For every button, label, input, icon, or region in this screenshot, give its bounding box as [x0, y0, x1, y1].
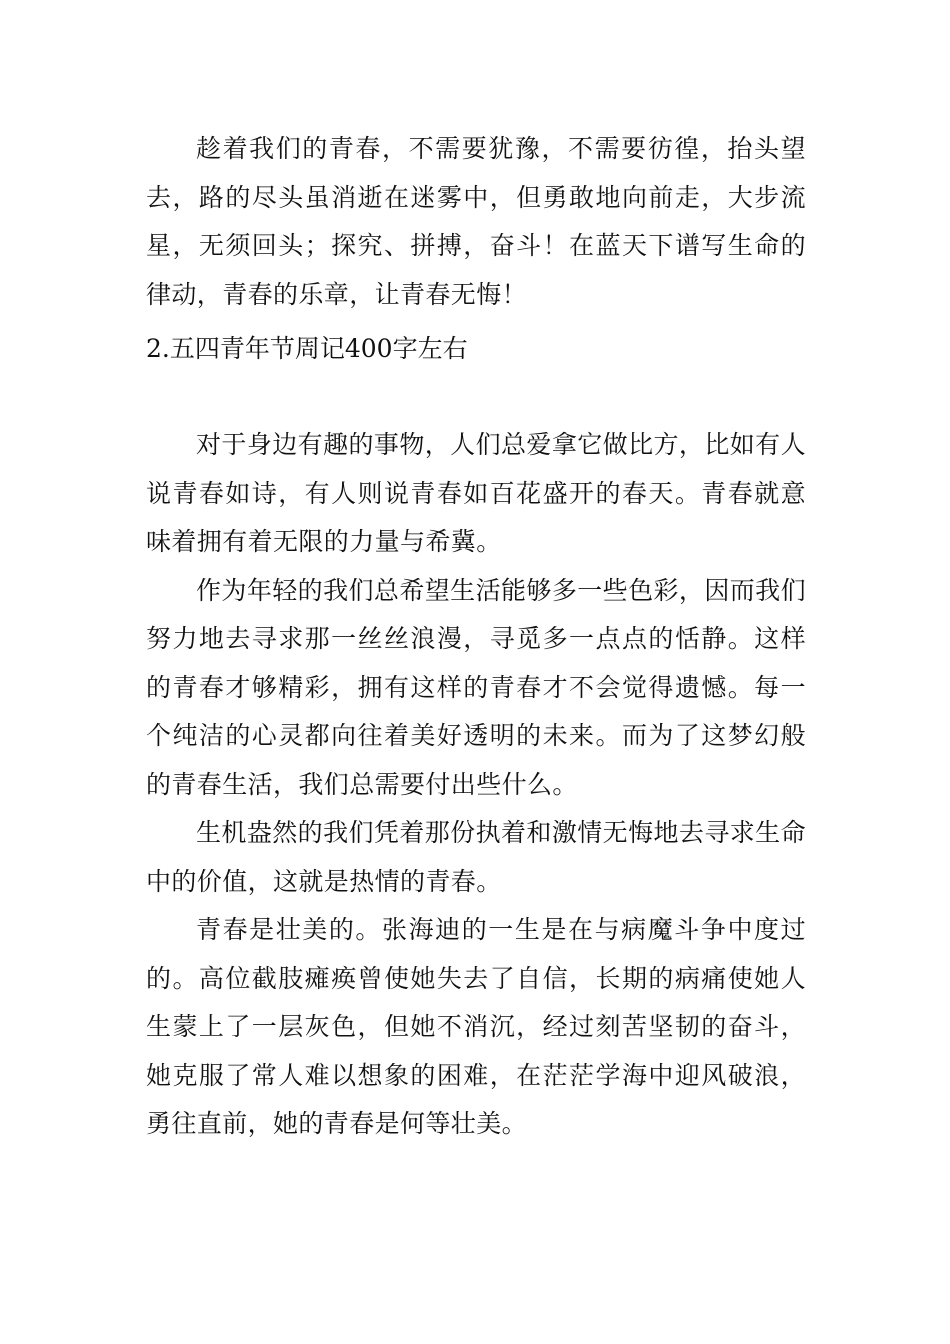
essay-paragraph-1: 对于身边有趣的事物，人们总爱拿它做比方，比如有人说青春如诗，有人则说青春如百花盛开的春天。青春就意味着拥有着无限的力量与希冀。 — [146, 430, 806, 556]
intro-section — [146, 125, 806, 319]
essay-paragraph-4: 青春是壮美的。张海迪的一生是在与病魔斗争中度过的。高位截肢瘫痪曾使她失去了自信，长期的病痛使她人生蒙上了一层灰色，但她不消沉，经过刻苦坚韧的奋斗，她克服了常人难以想象的困难，在茫茫学海中迎风破浪，勇往直前，她的青春是何等壮美。 — [146, 915, 806, 1138]
essay-body — [146, 421, 806, 1149]
section-heading: 2.五四青年节周记400字左右 — [146, 334, 468, 363]
essay-paragraph-3: 生机盎然的我们凭着那份执着和激情无悔地去寻求生命中的价值，这就是热情的青春。 — [146, 818, 806, 896]
intro-paragraph: 趁着我们的青春，不需要犹豫，不需要彷徨，抬头望去，路的尽头虽消逝在迷雾中，但勇敢地向前走，大步流星，无须回头；探究、拼搏，奋斗！在蓝天下谱写生命的律动，青春的乐章，让青春无悔！ — [146, 134, 806, 309]
essay-paragraph-2: 作为年轻的我们总希望生活能够多一些色彩，因而我们努力地去寻求那一丝丝浪漫，寻觅多一点点的恬静。这样的青春才够精彩，拥有这样的青春才不会觉得遗憾。每一个纯洁的心灵都向往着美好透明的未来。而为了这梦幻般的青春生活，我们总需要付出些什么。 — [146, 575, 806, 799]
